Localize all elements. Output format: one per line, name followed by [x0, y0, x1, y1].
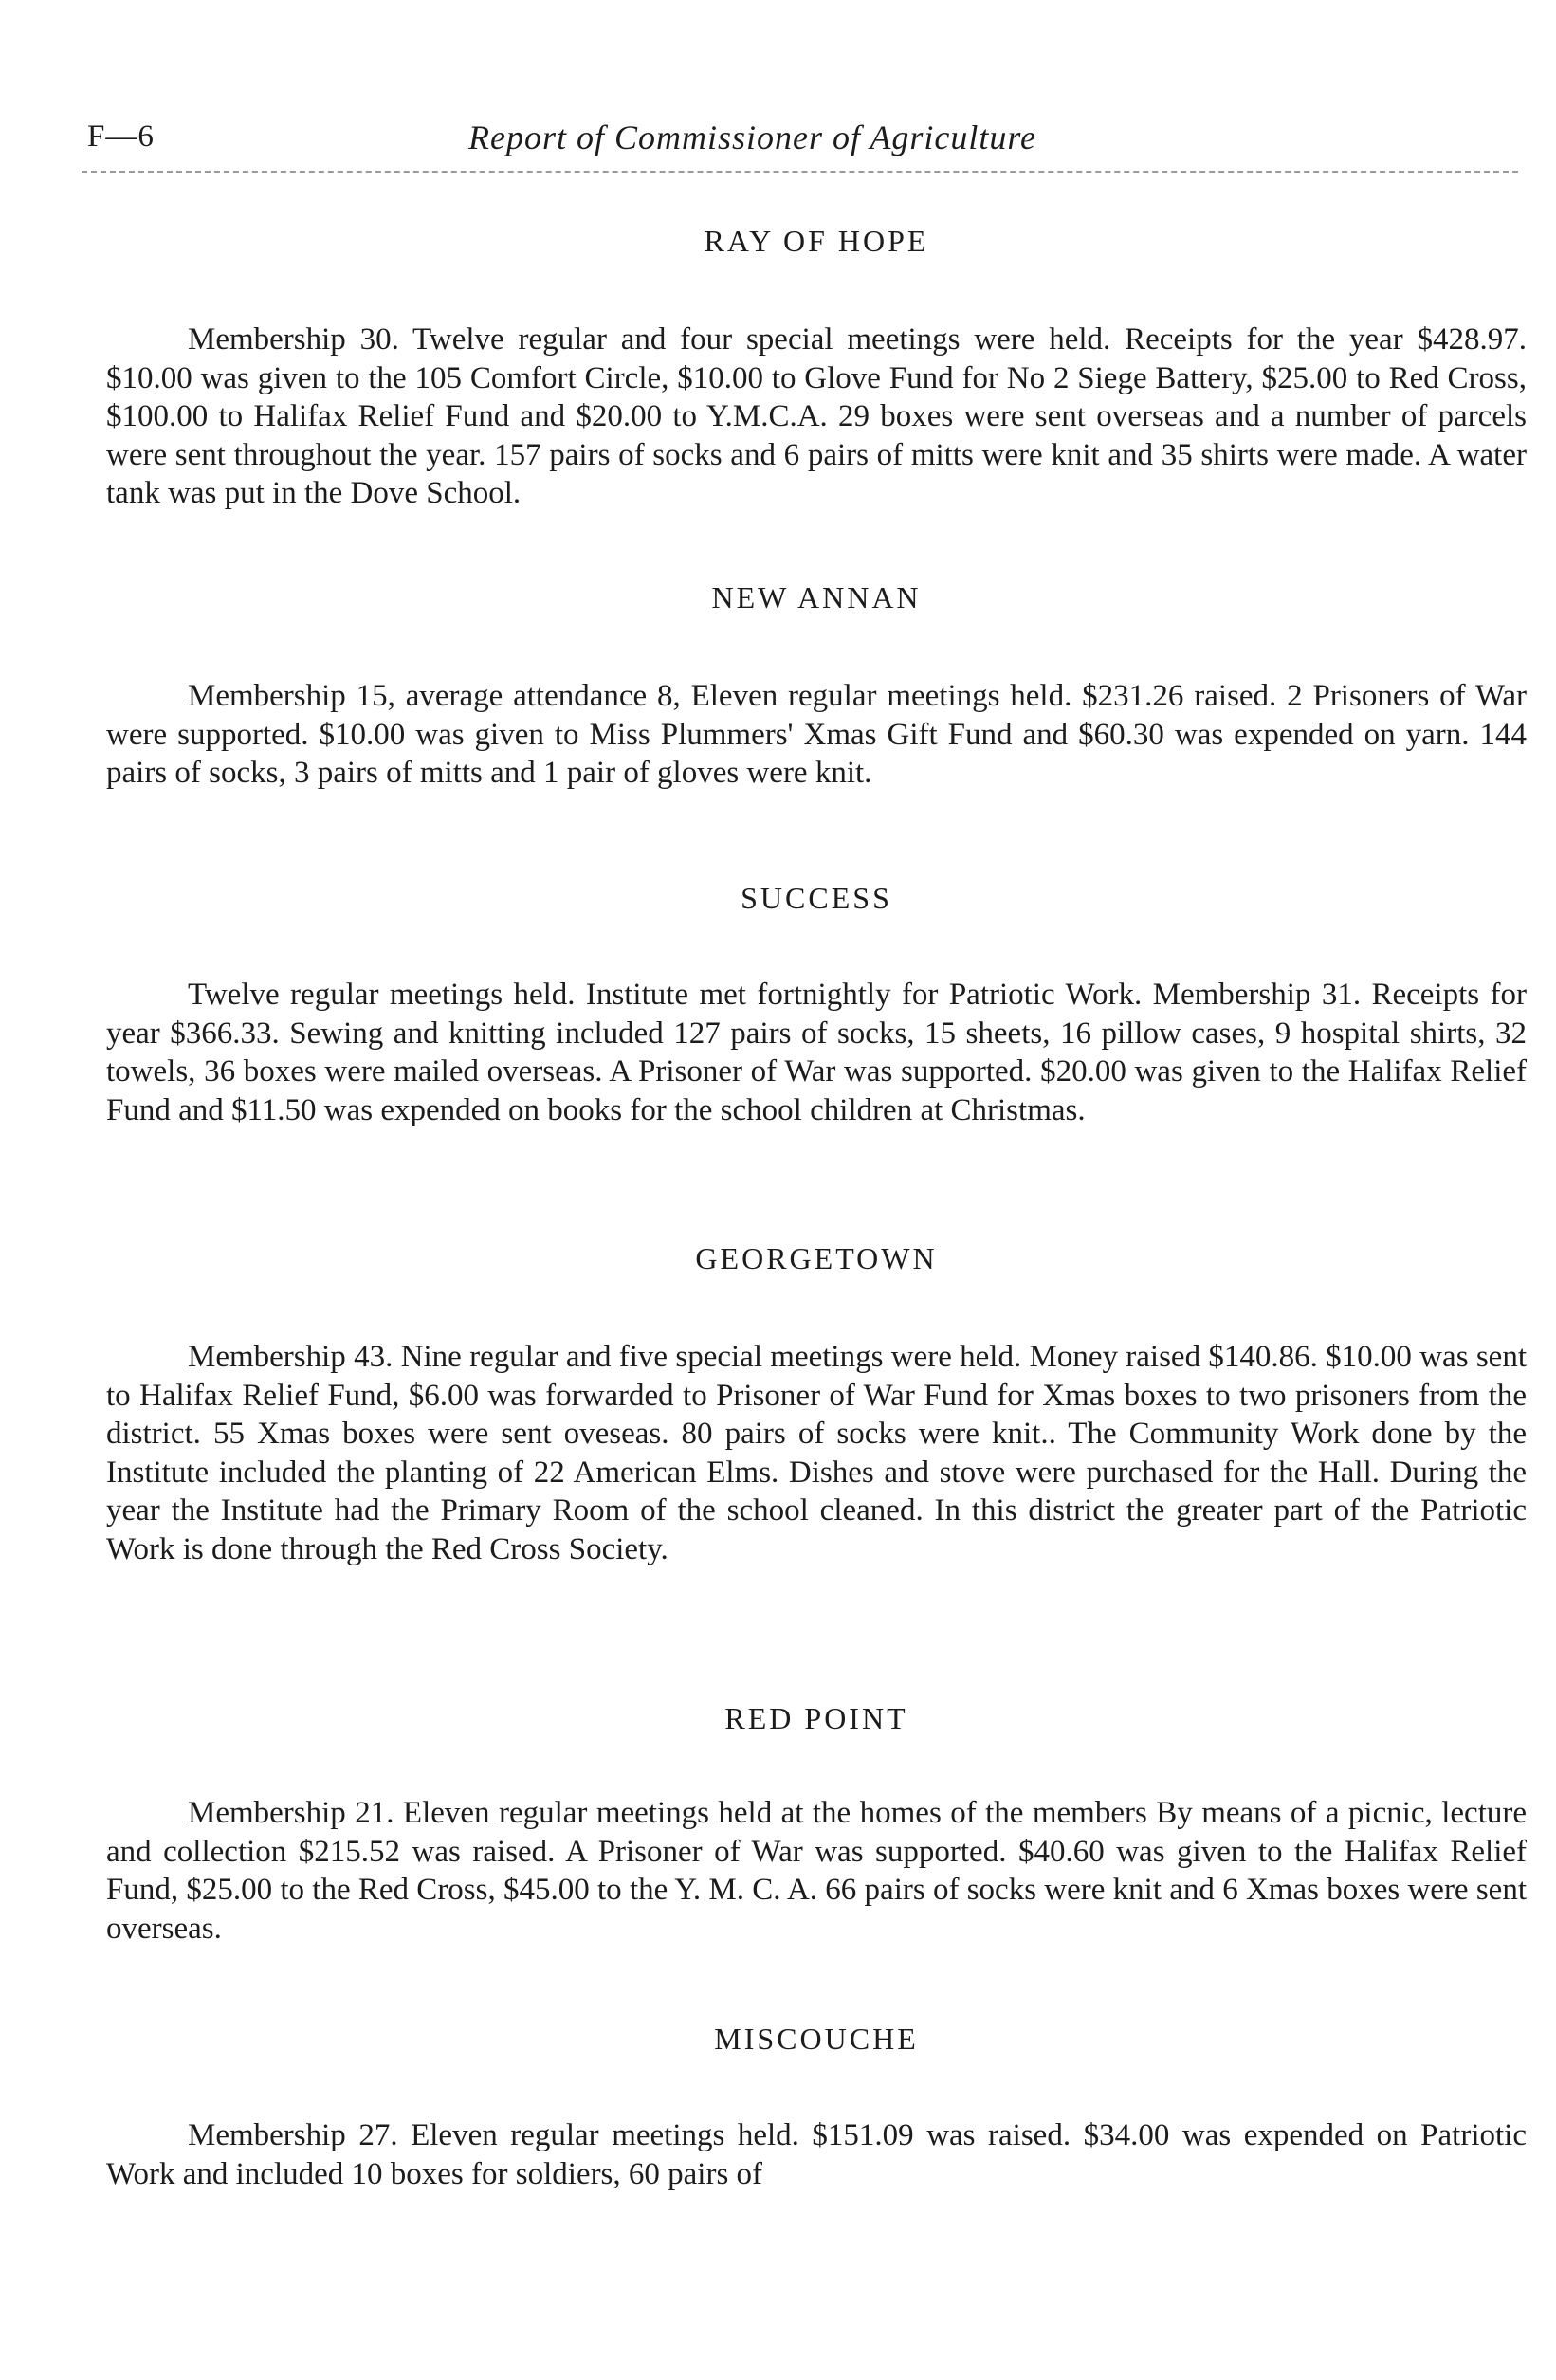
- section-title: SUCCESS: [741, 881, 892, 915]
- section-body: Membership 15, average attendance 8, Eleven regular meetings held. $231.26 raised. 2 Prisoners of War were supported. $10.00 was given to Miss Plummers' Xmas Gift Fund and $60.30 was expended on yarn. 144 pairs of socks, 3 pairs of mitts and 1 pair of gloves were knit.: [106, 679, 1527, 790]
- section-red-point: [106, 1697, 1527, 1948]
- section-miscouche: [106, 2018, 1527, 2193]
- section-georgetown: [106, 1237, 1527, 1568]
- section-body: Membership 30. Twelve regular and four special meetings were held. Receipts for the year $428.97. $10.00 was given to the 105 Comfort Circle, $10.00 to Glove Fund for No 2 Siege Battery, $25.00 to Red Cross, $100.00 to Halifax Relief Fund and $20.00 to Y.M.C.A. 29 boxes were sent overseas and a number of parcels were sent throughout the year. 157 pairs of socks and 6 pairs of mitts were knit and 35 shirts were made. A water tank was put in the Dove School.: [106, 322, 1527, 510]
- section-title: RED POINT: [724, 1701, 908, 1735]
- section-body: Membership 21. Eleven regular meetings held at the homes of the members By means of a picnic, lecture and collection $215.52 was raised. A Prisoner of War was supported. $40.60 was given to the Halifax Relief Fund, $25.00 to the Red Cross, $45.00 to the Y. M. C. A. 66 pairs of socks were knit and 6 Xmas boxes were sent overseas.: [106, 1796, 1527, 1946]
- section-title: RAY OF HOPE: [704, 224, 929, 258]
- running-title: Report of Commissioner of Agriculture: [468, 119, 1036, 156]
- page-number: F—6: [87, 119, 155, 154]
- section-new-annan: [106, 577, 1527, 793]
- section-title: NEW ANNAN: [711, 580, 922, 614]
- section-body: Membership 27. Eleven regular meetings held. $151.09 was raised. $34.00 was expended on Patriotic Work and included 10 boxes for soldiers, 60 pairs of: [106, 2118, 1527, 2191]
- section-body: Twelve regular meetings held. Institute met fortnightly for Patriotic Work. Membership 31. Receipts for year $366.33. Sewing and knitting included 127 pairs of socks, 15 sheets, 16 pillow cases, 9 hospital shirts, 32 towels, 36 boxes were mailed overseas. A Prisoner of War was supported. $20.00 was given to the Halifax Relief Fund and $11.50 was expended on books for the school children at Christmas.: [106, 978, 1527, 1127]
- section-success: [106, 877, 1527, 1129]
- section-ray-of-hope: [106, 220, 1527, 513]
- section-title: GEORGETOWN: [695, 1241, 938, 1275]
- section-body: Membership 43. Nine regular and five special meetings were held. Money raised $140.86. $10.00 was sent to Halifax Relief Fund, $6.00 was forwarded to Prisoner of War Fund for Xmas boxes to two prisoners from the district. 55 Xmas boxes were sent oveseas. 80 pairs of socks were knit.. The Community Work done by the Institute included the planting of 22 American Elms. Dishes and stove were purchased for the Hall. During the year the Institute had the Primary Room of the school cleaned. In this district the greater part of the Patriotic Work is done through the Red Cross Society.: [106, 1340, 1527, 1566]
- page-header: [82, 116, 1518, 171]
- header-rule: [82, 171, 1518, 173]
- section-title: MISCOUCHE: [714, 2022, 919, 2056]
